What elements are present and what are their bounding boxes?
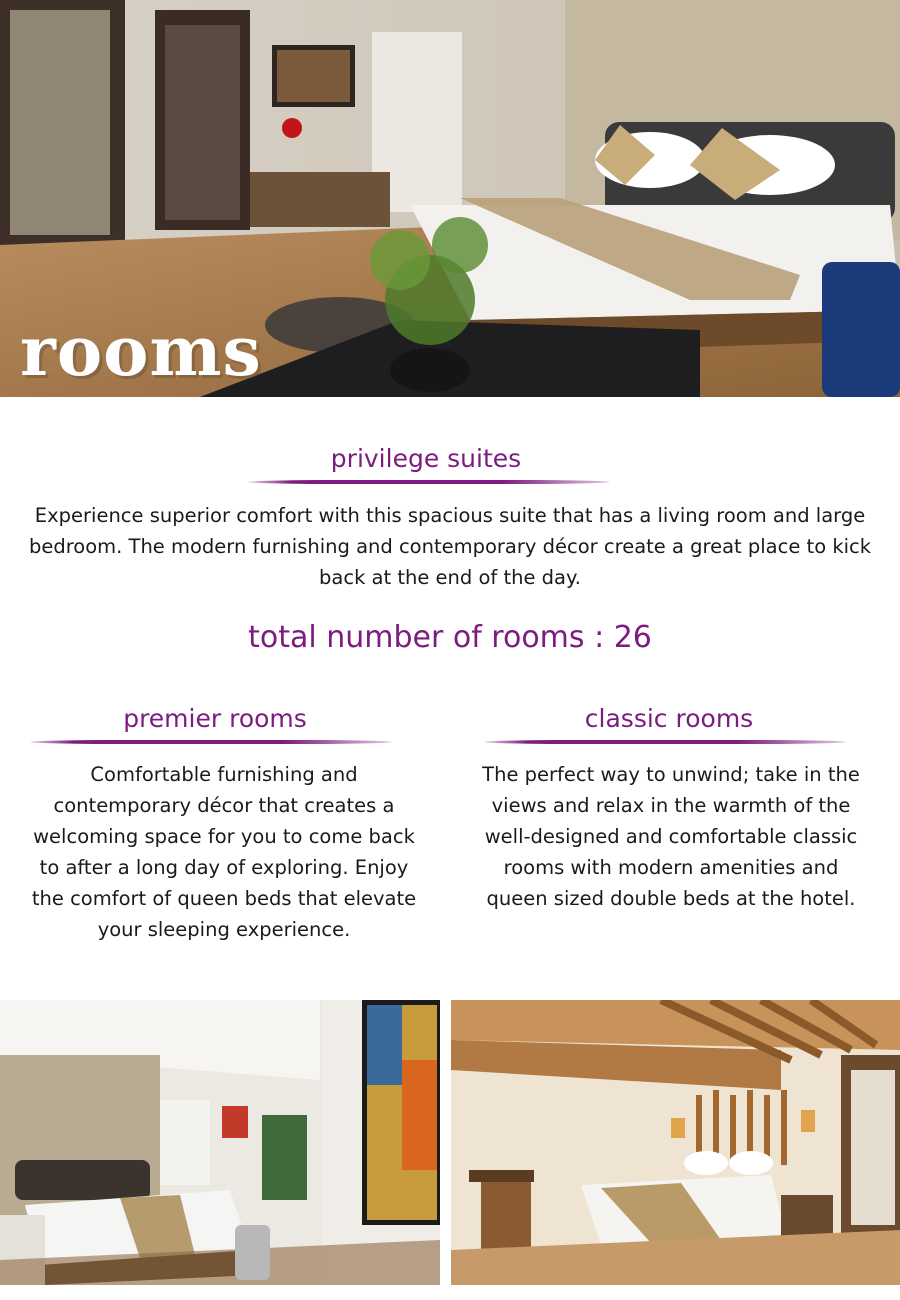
classic-rooms-heading: classic rooms	[584, 704, 754, 733]
heading-underline	[248, 480, 610, 484]
premier-room-photo	[0, 1000, 440, 1285]
hero-photo	[0, 0, 900, 397]
classic-rooms-description: The perfect way to unwind; take in the views and relax in the warmth of the well-designed and comfortable classic rooms with modern amenities and queen sized double beds at the hotel.	[482, 763, 860, 910]
premier-room-image	[0, 1000, 440, 1285]
premier-rooms-heading: premier rooms	[123, 704, 307, 733]
classic-room-photo	[451, 1000, 900, 1285]
total-rooms: total number of rooms : 26	[248, 620, 652, 655]
heading-underline	[484, 740, 846, 744]
classic-room-image	[451, 1000, 900, 1285]
heading-underline	[30, 740, 392, 744]
page-title: rooms	[20, 312, 262, 392]
privilege-suites-heading: privilege suites	[330, 444, 522, 473]
premier-rooms-description: Comfortable furnishing and contemporary décor that creates a welcoming space for you to come back to after a long day of exploring. Enjoy the comfort of queen beds that elevate your sleeping experience.	[31, 763, 417, 941]
privilege-suites-description: Experience superior comfort with this spacious suite that has a living room and large bedroom. The modern furnishing and contemporary décor create a great place to kick back at the end of the day.	[28, 504, 872, 589]
